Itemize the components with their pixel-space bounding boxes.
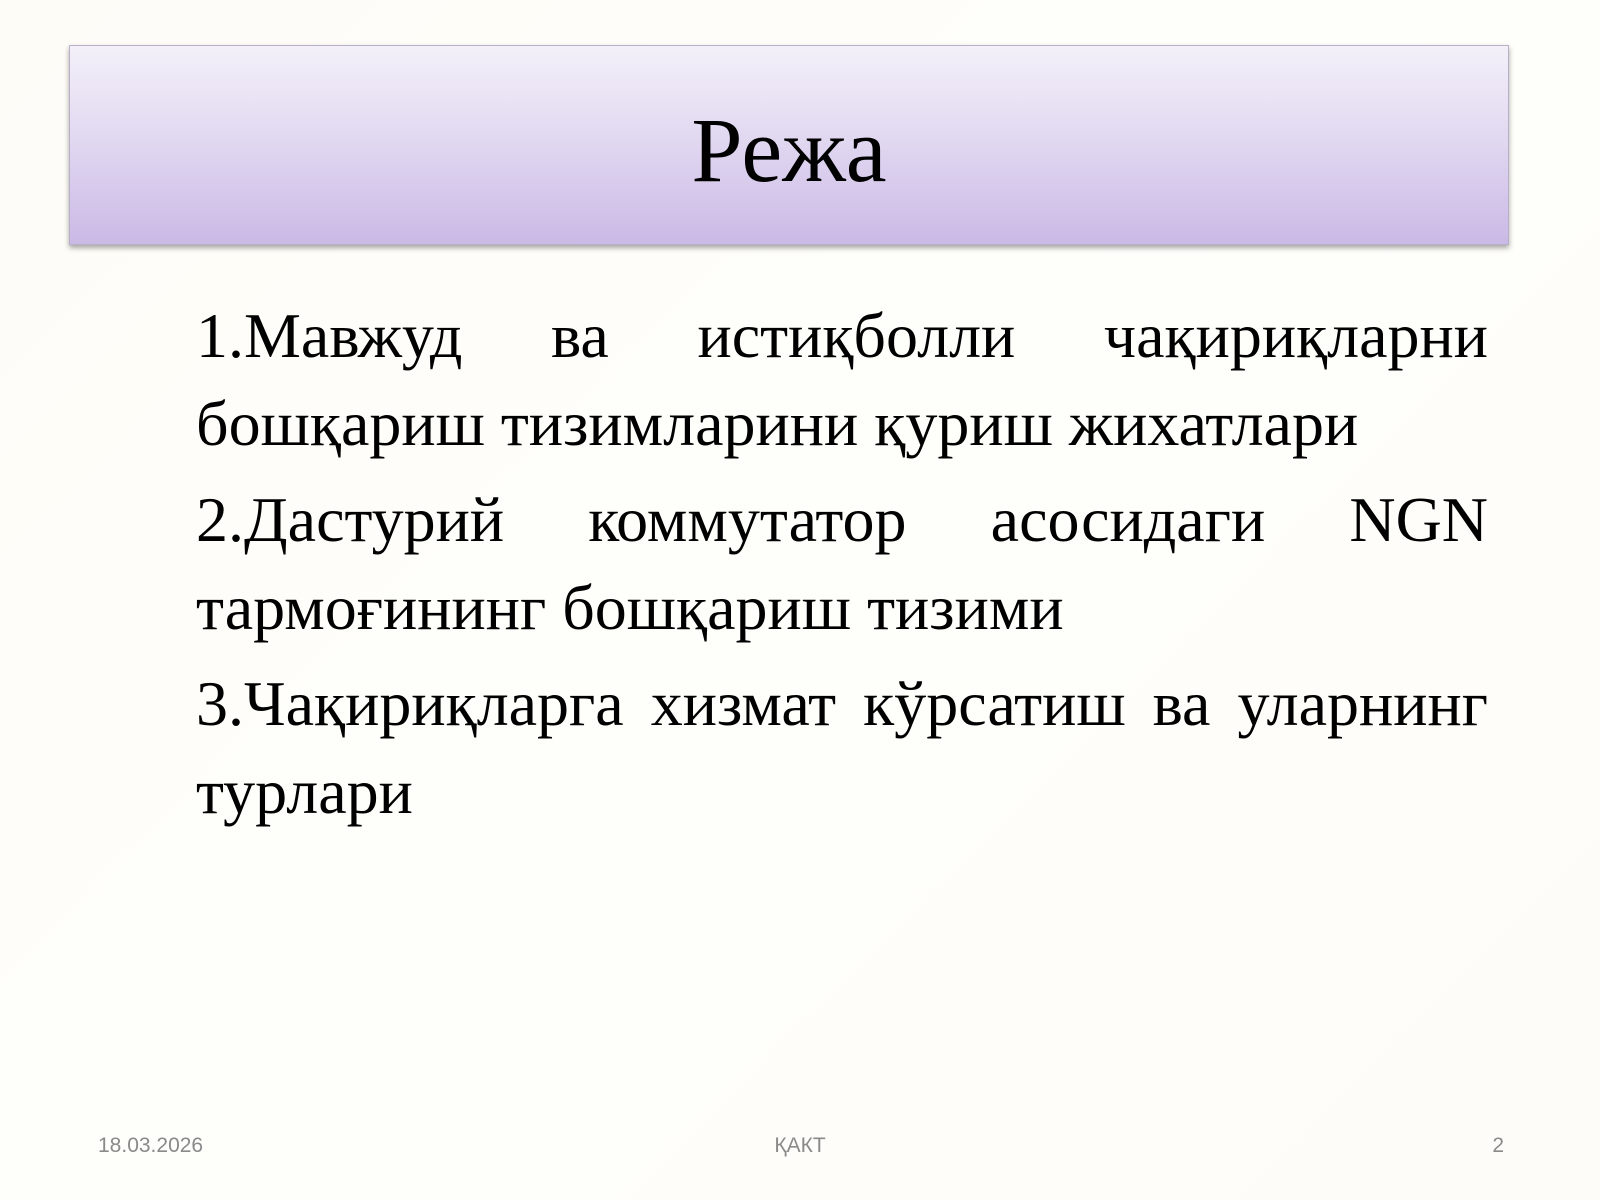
footer-center-text: ҚАКТ [774, 1134, 826, 1157]
slide-title: Режа [691, 99, 887, 201]
list-item-1: 1.Мавжуд ва истиқболли чақириқларни бошқариш тизимларини қуриш жихатлари [196, 300, 1488, 459]
list-item-2: 2.Дастурий коммутатор асосидаги NGN тармоғининг бошқариш тизими [196, 484, 1488, 643]
list-item-3: 3.Чақириқларга хизмат кўрсатиш ва уларнинг турлари [196, 668, 1488, 827]
footer-page-number: 2 [1492, 1134, 1504, 1157]
title-bar [69, 45, 1509, 245]
content-list [196, 292, 1488, 844]
footer-date: 18.03.2026 [98, 1134, 204, 1157]
